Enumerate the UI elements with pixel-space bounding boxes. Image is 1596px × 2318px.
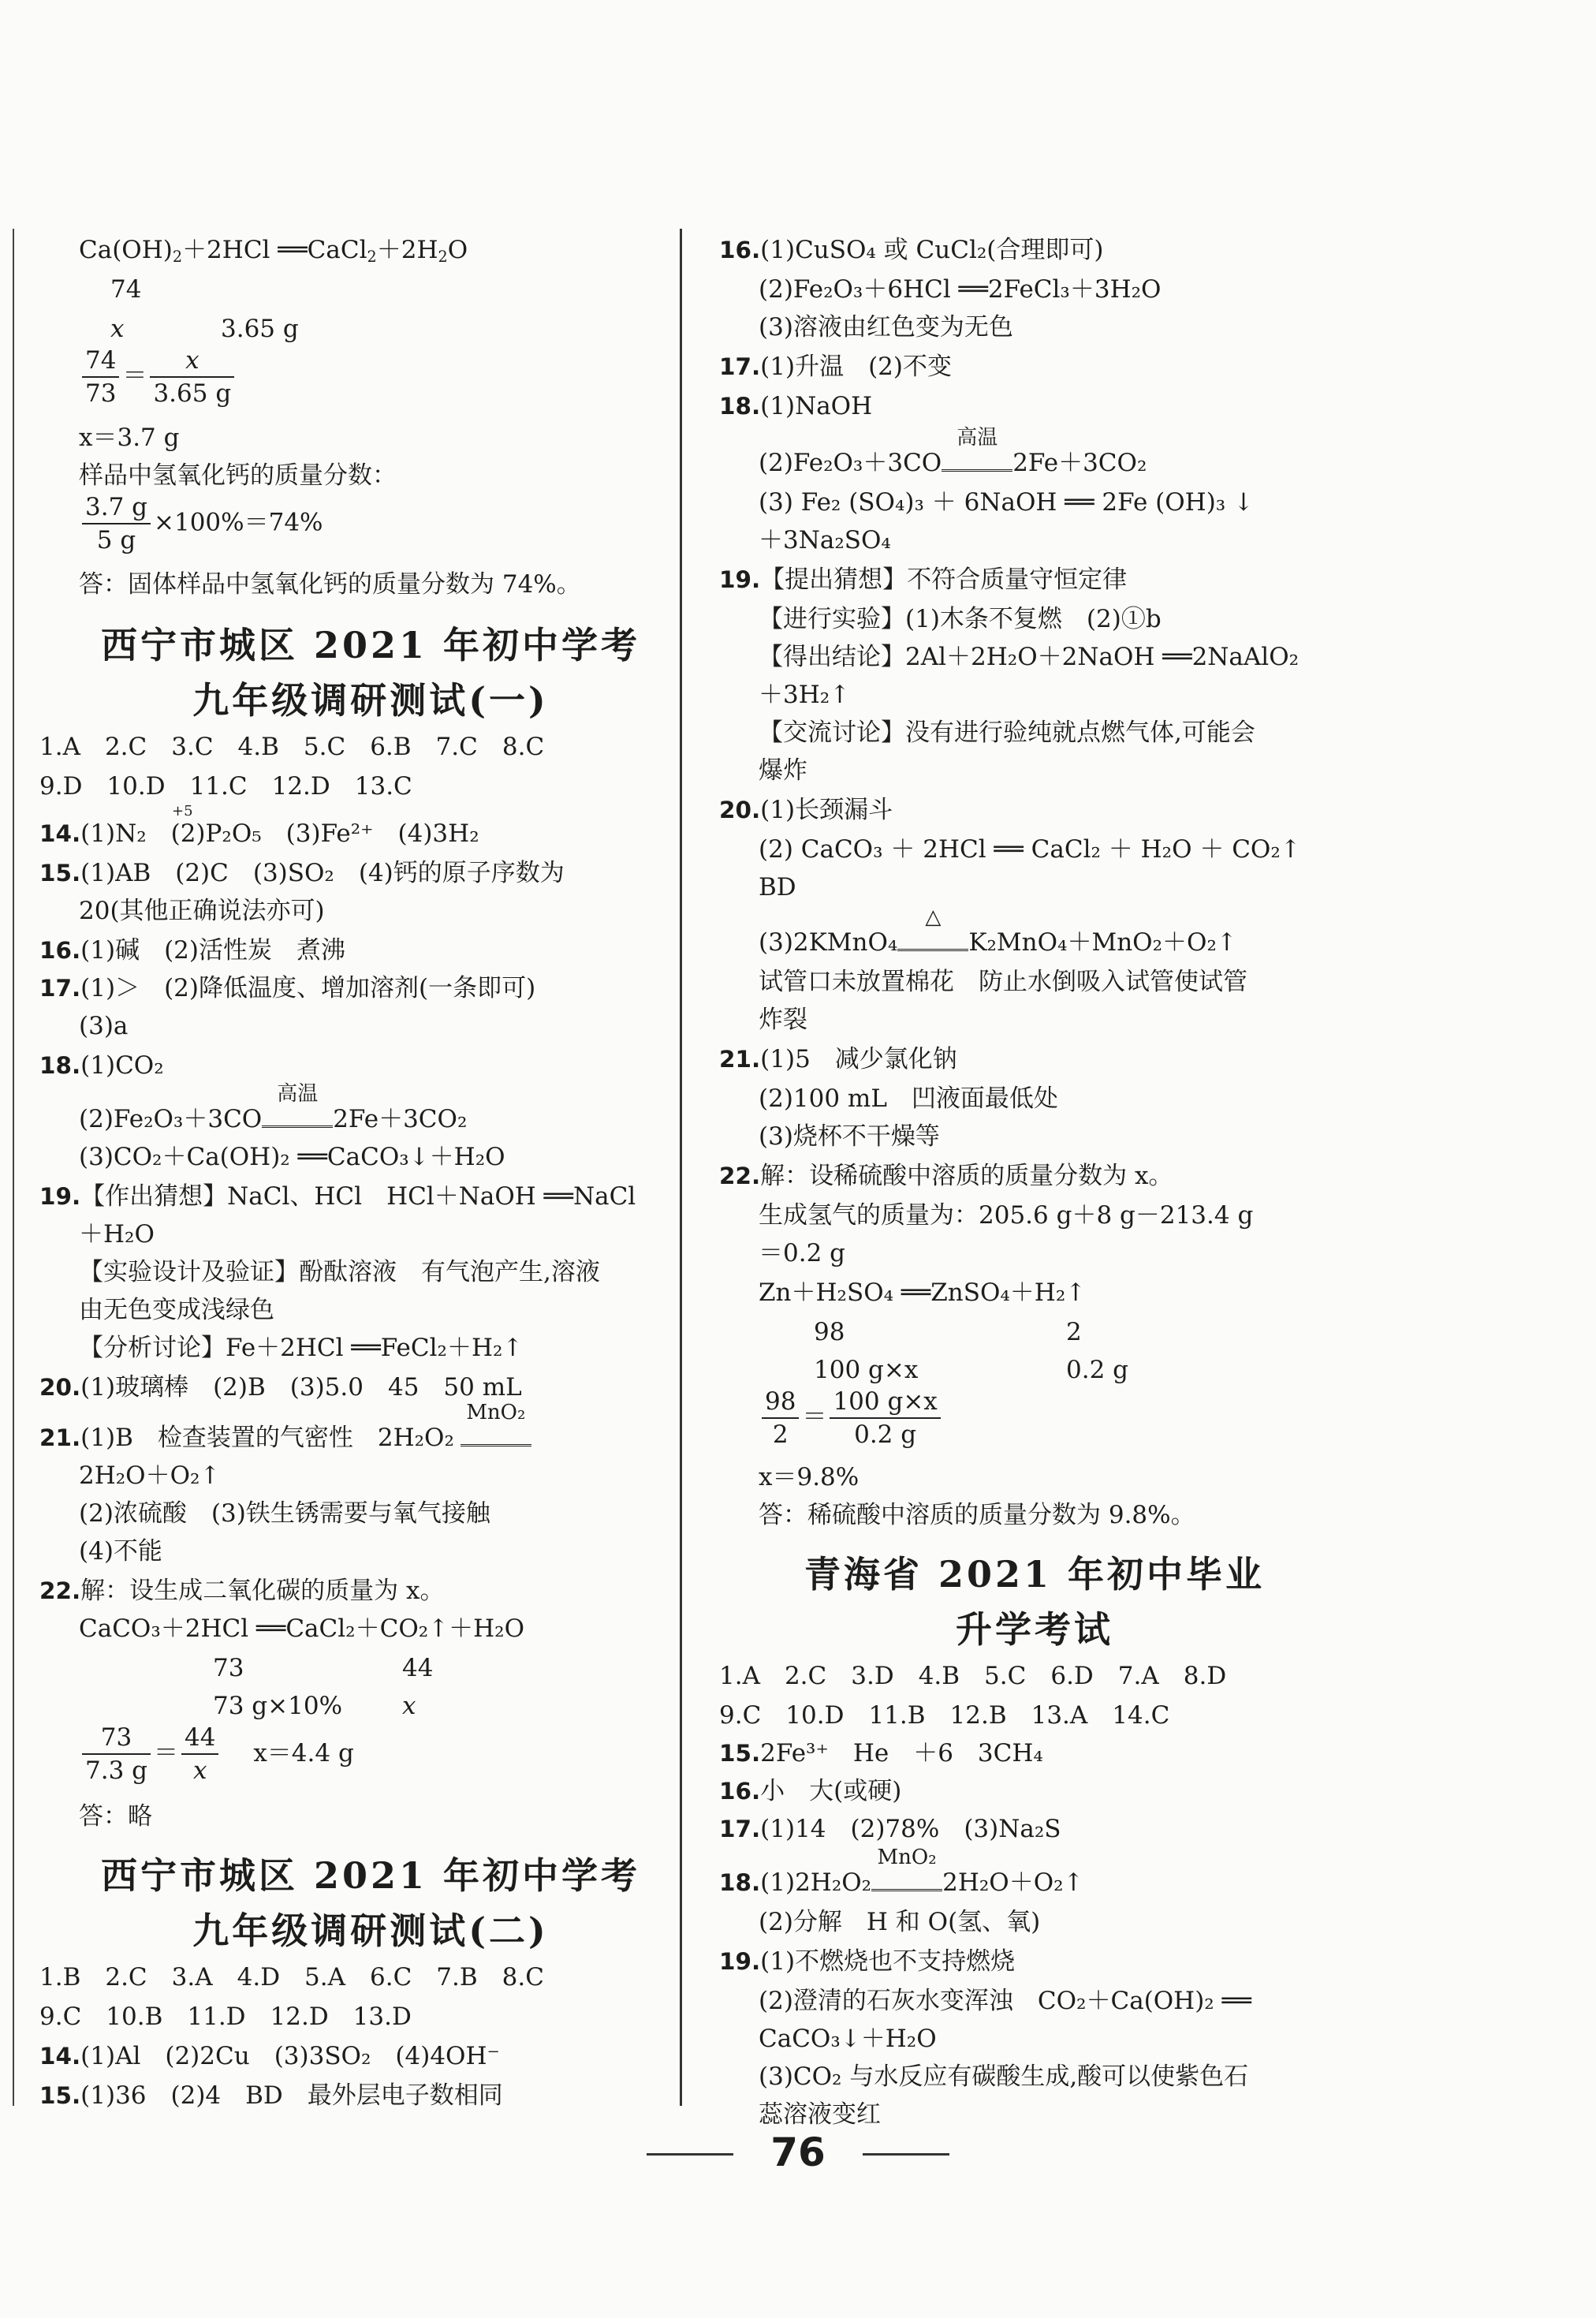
section1-q15-cont: 20(其他正确说法亦可) bbox=[79, 897, 325, 925]
section2-title-line2: 九年级调研测试(二) bbox=[192, 1909, 549, 1952]
section2-q15: 15.(1)36 (2)4 BD 最外层电子数相同 bbox=[39, 2081, 503, 2110]
section2-title-line1: 西宁市城区 2021 年初中学考 bbox=[100, 1854, 641, 1897]
section1-q18-line3: (3)CO₂＋Ca(OH)₂ ══CaCO₃↓＋H₂O bbox=[79, 1143, 505, 1171]
section1-choice-row2: 9.D 10.D 11.C 12.D 13.C bbox=[39, 772, 412, 801]
q20-line3: BD bbox=[759, 873, 796, 901]
q19-line4: ＋3H₂↑ bbox=[759, 681, 851, 709]
page-number-rule-right bbox=[863, 2153, 949, 2156]
section1-q15: 15.(1)AB (2)C (3)SO₂ (4)钙的原子序数为 bbox=[39, 859, 565, 887]
p-valence-mark: +5 bbox=[172, 803, 193, 819]
q18: 18.(1)NaOH bbox=[719, 392, 873, 420]
section1-q21-line3: (2)浓硫酸 (3)铁生锈需要与氧气接触 bbox=[79, 1499, 490, 1528]
section1-q19: 19.【作出猜想】NaCl、HCl HCl＋NaOH ══NaCl bbox=[39, 1182, 636, 1211]
q21: 21.(1)5 减少氯化钠 bbox=[719, 1045, 957, 1073]
section1-q22-mass1: 73 bbox=[213, 1654, 244, 1682]
q16-line2: (2)Fe₂O₃＋6HCl ══2FeCl₃＋3H₂O bbox=[759, 275, 1162, 304]
q19: 19.【提出猜想】不符合质量守恒定律 bbox=[719, 566, 1128, 594]
section1-q16: 16.(1)碱 (2)活性炭 煮沸 bbox=[39, 936, 345, 965]
q18-line2: (2)Fe₂O₃＋3CO 高温 2Fe＋3CO₂ bbox=[759, 426, 1147, 477]
section1-q18-line2: (2)Fe₂O₃＋3CO 高温 2Fe＋3CO₂ bbox=[79, 1082, 468, 1133]
section1-title-line1: 西宁市城区 2021 年初中学考 bbox=[100, 624, 641, 666]
q16-line3: (3)溶液由红色变为无色 bbox=[759, 313, 1013, 342]
section1-q19-line2: ＋H₂O bbox=[79, 1220, 155, 1249]
q22-line2: 生成氢气的质量为：205.6 g＋8 g－213.4 g bbox=[759, 1201, 1254, 1230]
section1-q17: 17.(1)＞ (2)降低温度、增加溶剂(一条即可) bbox=[39, 974, 536, 1002]
q17: 17.(1)升温 (2)不变 bbox=[719, 353, 952, 381]
q19-line3: 【得出结论】2Al＋2H₂O＋2NaOH ══2NaAlO₂ bbox=[759, 643, 1300, 671]
calc-result: x＝3.7 g bbox=[79, 424, 180, 452]
q22-mass2: 2 bbox=[1066, 1318, 1082, 1346]
section1-q19-line4: 由无色变成浅绿色 bbox=[79, 1296, 274, 1324]
section1-title-line2: 九年级调研测试(一) bbox=[192, 679, 549, 722]
q21-line3: (3)烧杯不干燥等 bbox=[759, 1122, 940, 1151]
q22-ratio: $\frac{98}{2}$ ＝ $\frac{100 g\times x}{0.2 g}$ bbox=[759, 1388, 944, 1448]
column-divider bbox=[680, 229, 682, 2106]
q22-line3: ＝0.2 g bbox=[759, 1239, 845, 1267]
section1-q21-line2: 2H₂O＋O₂↑ bbox=[79, 1461, 221, 1490]
calc-label: 样品中氢氧化钙的质量分数： bbox=[79, 461, 397, 490]
section2-choice-row2: 9.C 10.B 11.D 12.D 13.D bbox=[39, 2003, 412, 2031]
section3-q18-line2: (2)分解 H 和 O(氢、氧) bbox=[759, 1908, 1041, 1936]
section3-q19-line3: CaCO₃↓＋H₂O bbox=[759, 2025, 937, 2053]
section3-q18: 18.(1)2H₂O₂ MnO₂ 2H₂O＋O₂↑ bbox=[719, 1846, 1084, 1897]
section1-q20: 20.(1)玻璃棒 (2)B (3)5.0 45 50 mL bbox=[39, 1373, 522, 1402]
section1-q21-line4: (4)不能 bbox=[79, 1537, 162, 1566]
section1-q22: 22.解：设生成二氧化碳的质量为 x。 bbox=[39, 1577, 445, 1605]
section3-q19-line2: (2)澄清的石灰水变浑浊 CO₂＋Ca(OH)₂ ══ bbox=[759, 1987, 1251, 2015]
page-number: 76 bbox=[770, 2129, 826, 2175]
section1-q21: 21.(1)B 检查装置的气密性 2H₂O₂ MnO₂ bbox=[39, 1426, 531, 1450]
section1-q22-val2: x bbox=[402, 1692, 416, 1720]
section3-q17: 17.(1)14 (2)78% (3)Na₂S bbox=[719, 1815, 1061, 1843]
calc-var-x: x bbox=[110, 315, 125, 343]
q20-line5: 试管口未放置棉花 防止水倒吸入试管使试管 bbox=[759, 968, 1247, 996]
calc-percent: $\frac{3.7 g}{5 g}$ ×100%＝74% bbox=[79, 494, 323, 554]
section3-q19-line4: (3)CO₂ 与水反应有碳酸生成,酸可以使紫色石 bbox=[759, 2062, 1249, 2091]
q20-line6: 炸裂 bbox=[759, 1006, 807, 1034]
calc-answer: 答：固体样品中氢氧化钙的质量分数为 74%。 bbox=[79, 570, 581, 599]
q19-line6: 爆炸 bbox=[759, 756, 807, 785]
section1-q22-ratio: $\frac{73}{7.3 g}$ ＝ $\frac{44}{x}$ x＝4.4 g bbox=[79, 1724, 354, 1784]
q22-result: x＝9.8% bbox=[759, 1463, 860, 1491]
q18-line4: ＋3Na₂SO₄ bbox=[759, 526, 891, 554]
q22-answer: 答：稀硫酸中溶质的质量分数为 9.8%。 bbox=[759, 1501, 1195, 1529]
section1-q19-line3: 【实验设计及验证】酚酞溶液 有气泡产生,溶液 bbox=[79, 1258, 600, 1286]
calc-equation: $Ca(OH)_2+2HCl$ $══CaCl_2+2H_2O$ bbox=[79, 236, 468, 266]
q22-equation: Zn＋H₂SO₄ ══ZnSO₄＋H₂↑ bbox=[759, 1278, 1087, 1307]
calc-molar-mass: 74 bbox=[110, 275, 142, 304]
section3-q16: 16.小 大(或硬) bbox=[719, 1777, 902, 1805]
section1-q22-answer: 答：略 bbox=[79, 1802, 152, 1831]
q19-line5: 【交流讨论】没有进行验纯就点燃气体,可能会 bbox=[759, 719, 1255, 747]
section1-choice-row1: 1.A 2.C 3.C 4.B 5.C 6.B 7.C 8.C bbox=[39, 733, 545, 761]
q20: 20.(1)长颈漏斗 bbox=[719, 796, 893, 824]
q22-mass1: 98 bbox=[814, 1318, 845, 1346]
q22-val2: 0.2 g bbox=[1066, 1356, 1128, 1384]
section3-title-line1: 青海省 2021 年初中毕业 bbox=[804, 1553, 1266, 1596]
section1-q18: 18.(1)CO₂ bbox=[39, 1051, 164, 1080]
section3-q15: 15.2Fe³⁺ He ＋6 3CH₄ bbox=[719, 1739, 1043, 1767]
q22: 22.解：设稀硫酸中溶质的质量分数为 x。 bbox=[719, 1162, 1173, 1190]
section1-q22-mass2: 44 bbox=[402, 1654, 434, 1682]
section3-q19: 19.(1)不燃烧也不支持燃烧 bbox=[719, 1947, 1016, 1976]
section3-title-line2: 升学考试 bbox=[956, 1608, 1113, 1651]
q22-val1: 100 g×x bbox=[814, 1356, 919, 1384]
q20-line4: (3)2KMnO₄ △ K₂MnO₄＋MnO₂＋O₂↑ bbox=[759, 905, 1237, 957]
section1-q22-equation: CaCO₃＋2HCl ══CaCl₂＋CO₂↑＋H₂O bbox=[79, 1614, 525, 1643]
section1-q22-val1: 73 g×10% bbox=[213, 1692, 343, 1720]
q21-line2: (2)100 mL 凹液面最低处 bbox=[759, 1084, 1058, 1113]
section1-q19-line5: 【分析讨论】Fe＋2HCl ══FeCl₂＋H₂↑ bbox=[79, 1334, 524, 1362]
q20-line2: (2) CaCO₃ ＋ 2HCl ══ CaCl₂ ＋ H₂O ＋ CO₂↑ bbox=[759, 835, 1301, 864]
section1-q14: 14.(1)N₂ (2)P₂O₅ (3)Fe²⁺ (4)3H₂ +5 bbox=[39, 803, 479, 848]
left-margin-rule bbox=[13, 229, 14, 2106]
section3-choice-row1: 1.A 2.C 3.D 4.B 5.C 6.D 7.A 8.D bbox=[719, 1662, 1227, 1690]
section2-q14: 14.(1)Al (2)2Cu (3)3SO₂ (4)4OH⁻ bbox=[39, 2042, 500, 2070]
q19-line2: 【进行实验】(1)木条不复燃 (2)①b bbox=[759, 605, 1162, 633]
section2-choice-row1: 1.B 2.C 3.A 4.D 5.A 6.C 7.B 8.C bbox=[39, 1963, 544, 1991]
calc-ratio: $\frac{74}{73}$ ＝ $\frac{x}{3.65 g}$ bbox=[79, 347, 237, 407]
section3-q19-line5: 蕊溶液变红 bbox=[759, 2100, 881, 2129]
section3-choice-row2: 9.C 10.D 11.B 12.B 13.A 14.C bbox=[719, 1701, 1170, 1730]
q16: 16.(1)CuSO₄ 或 CuCl₂(合理即可) bbox=[719, 236, 1104, 264]
calc-var-value: 3.65 g bbox=[221, 315, 299, 343]
section1-q17-cont: (3)a bbox=[79, 1012, 129, 1040]
q18-line3: (3) Fe₂ (SO₄)₃ ＋ 6NaOH ══ 2Fe (OH)₃ ↓ bbox=[759, 488, 1255, 517]
